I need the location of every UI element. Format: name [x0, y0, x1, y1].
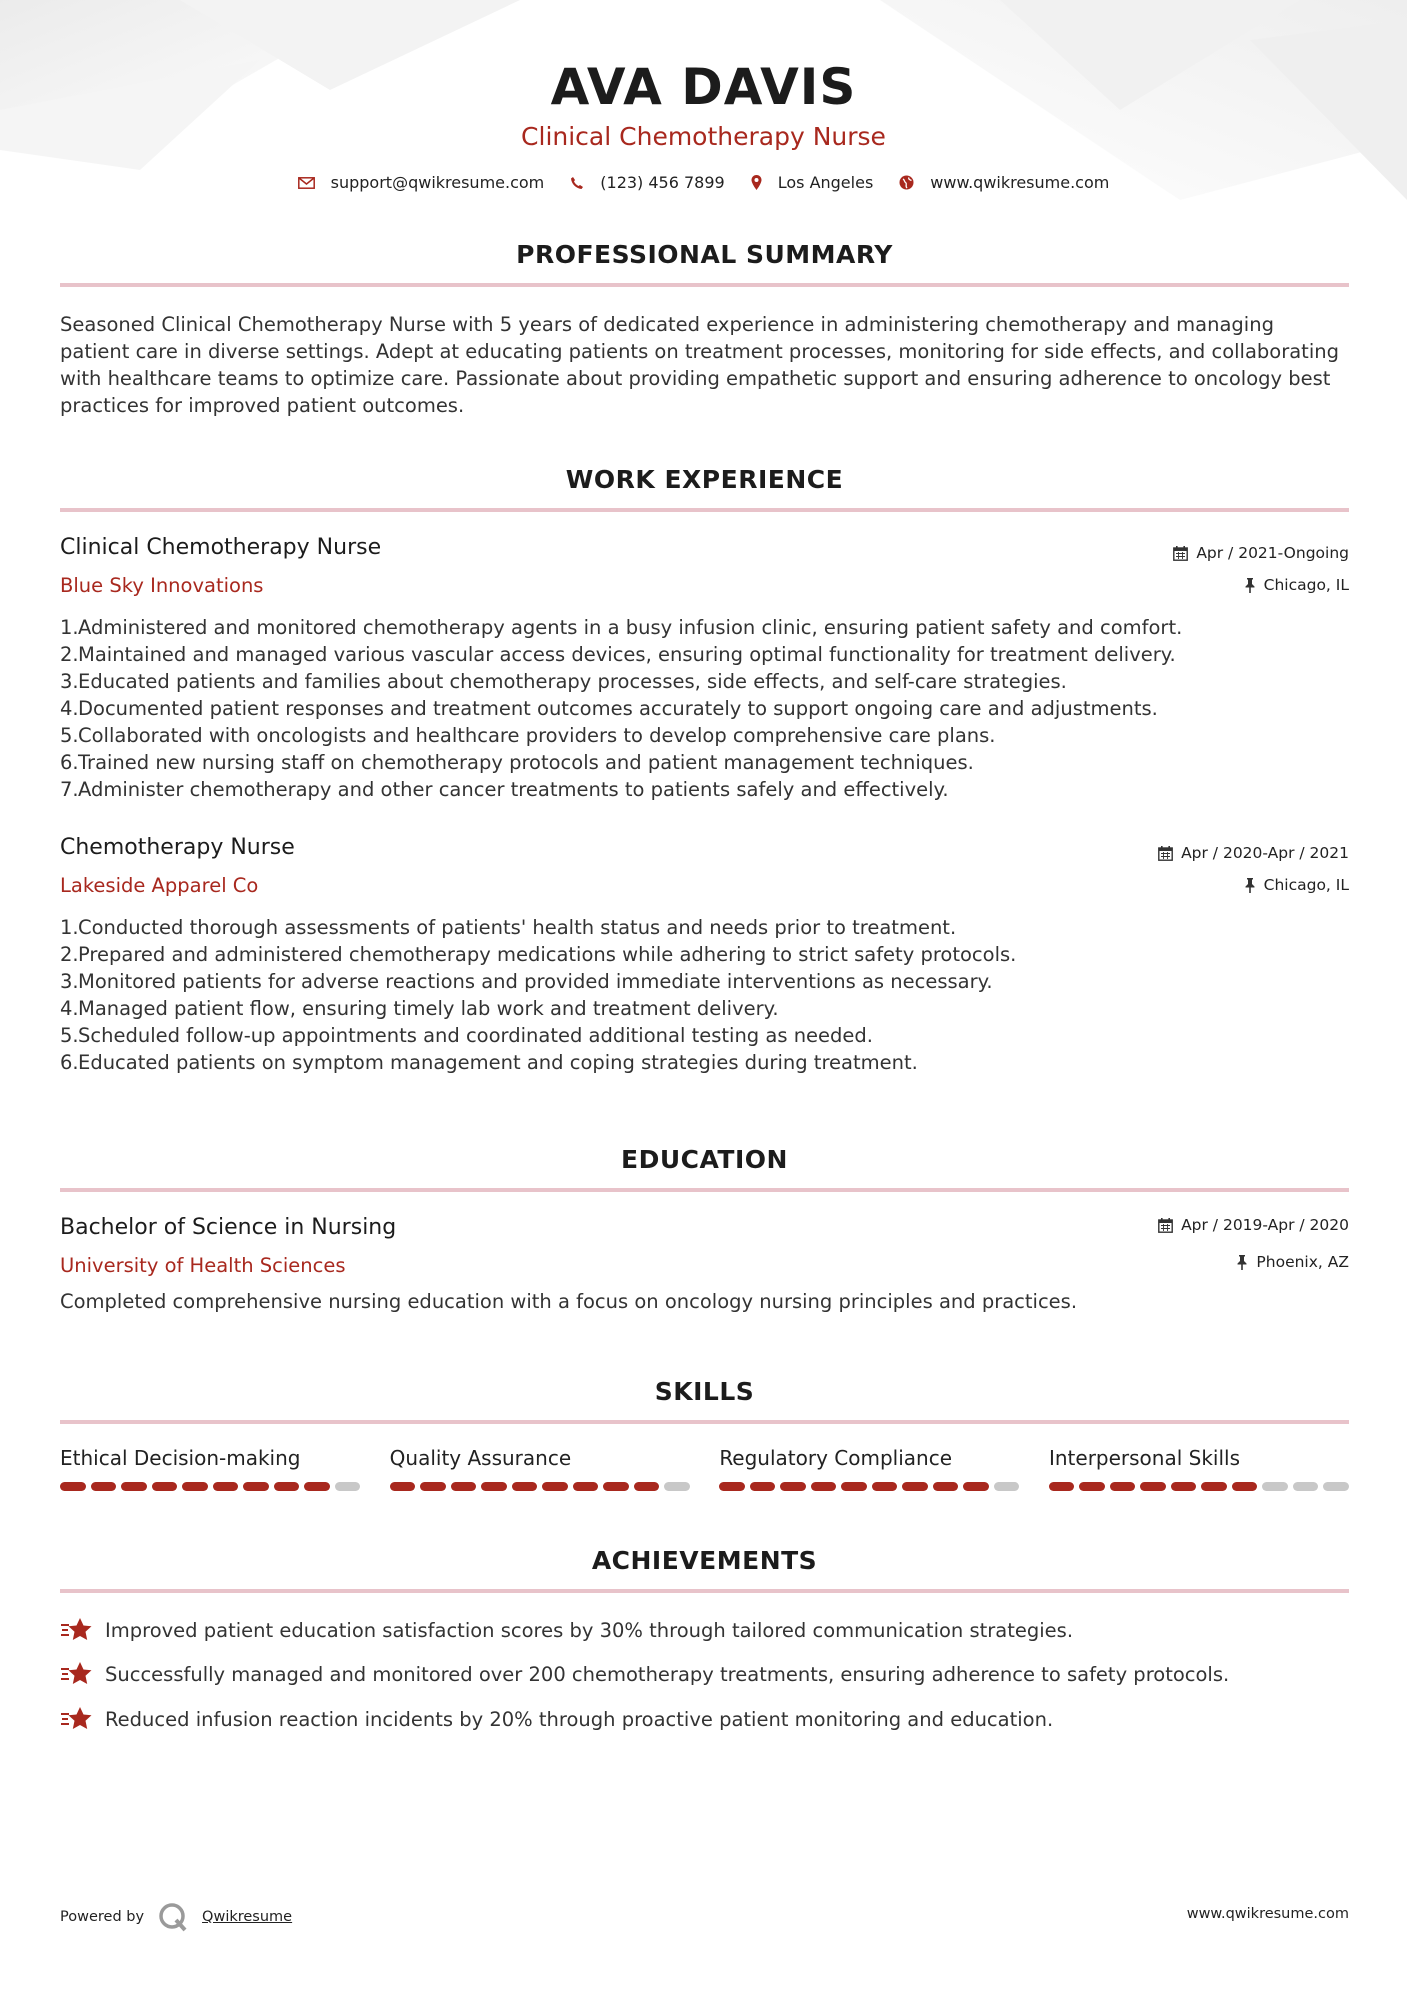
- skill-segment-empty: [335, 1482, 361, 1491]
- skill-item: [60, 1446, 360, 1491]
- list-item: 1. Conducted thorough assessments of patients' health status and needs prior to treatment.: [60, 916, 957, 939]
- powered-by-label: Powered by: [60, 1909, 145, 1925]
- skill-segment-filled: [933, 1482, 959, 1491]
- skill-name: Interpersonal Skills: [1048, 1446, 1241, 1470]
- skill-name: Ethical Decision-making: [60, 1446, 301, 1470]
- job-company: Lakeside Apparel Co: [60, 874, 259, 897]
- candidate-title: Clinical Chemotherapy Nurse: [521, 122, 886, 151]
- education-school: University of Health Sciences: [60, 1254, 346, 1277]
- calendar-icon: [1173, 546, 1188, 561]
- job-date: [1173, 544, 1349, 562]
- job-location: [1244, 576, 1349, 594]
- summary-divider: [60, 283, 1349, 287]
- skill-segment-filled: [512, 1482, 538, 1491]
- experience-divider: [60, 508, 1349, 512]
- skills-divider: [60, 1420, 1349, 1424]
- skill-segment-filled: [1171, 1482, 1197, 1491]
- skill-item: [390, 1446, 690, 1491]
- achievement-item: [60, 1661, 1349, 1687]
- skill-item: [1049, 1446, 1349, 1491]
- job-date-text: Apr / 2020-Apr / 2021: [1181, 844, 1349, 862]
- contact-phone-text: (123) 456 7899: [600, 173, 725, 192]
- skill-segment-filled: [872, 1482, 898, 1491]
- skills-list: [60, 1446, 1349, 1491]
- job-bullets: [60, 614, 1349, 803]
- phone-icon: [570, 176, 584, 190]
- skill-segment-empty: [664, 1482, 690, 1491]
- skill-level-bar: [1049, 1482, 1349, 1491]
- skill-segment-filled: [274, 1482, 300, 1491]
- contact-location-text: Los Angeles: [777, 173, 874, 192]
- skill-segment-filled: [634, 1482, 660, 1491]
- list-item: 1. Administered and monitored chemotherapy agents in a busy infusion clinic, ensuring patient safety and comfort.: [60, 616, 1183, 639]
- skill-segment-filled: [603, 1482, 629, 1491]
- skill-segment-filled: [780, 1482, 806, 1491]
- job-date: [1158, 844, 1349, 862]
- envelope-icon: [298, 177, 315, 189]
- skill-segment-filled: [1110, 1482, 1136, 1491]
- star-icon: [60, 1661, 93, 1687]
- job-title: Clinical Chemotherapy Nurse: [60, 535, 382, 560]
- contact-bar: [0, 173, 1407, 192]
- globe-icon: [899, 175, 914, 190]
- job-date-text: Apr / 2021-Ongoing: [1196, 544, 1349, 562]
- list-item: 3. Monitored patients for adverse reactions and provided immediate interventions as necessary.: [60, 970, 993, 993]
- list-item: 2. Maintained and managed various vascular access devices, ensuring optimal functionality for treatment delivery.: [60, 643, 1176, 666]
- list-item: 2. Prepared and administered chemotherapy medications while adhering to strict safety protocols.: [60, 943, 1017, 966]
- education-date: [1158, 1216, 1349, 1234]
- job-company: Blue Sky Innovations: [60, 574, 264, 597]
- contact-email-text: support@qwikresume.com: [330, 173, 545, 192]
- achievement-item: [60, 1617, 1349, 1643]
- experience-heading: WORK EXPERIENCE: [565, 465, 844, 494]
- star-icon: [60, 1617, 93, 1643]
- skill-segment-filled: [1079, 1482, 1105, 1491]
- skill-segment-filled: [182, 1482, 208, 1491]
- list-item: 3. Educated patients and families about chemotherapy processes, side effects, and self-care strategies.: [60, 670, 1067, 693]
- skill-segment-filled: [420, 1482, 446, 1491]
- skill-name: Quality Assurance: [389, 1446, 572, 1470]
- candidate-name: AVA DAVIS: [550, 58, 857, 116]
- education-description: Completed comprehensive nursing education with a focus on oncology nursing principles and practices.: [60, 1290, 1078, 1313]
- education-divider: [60, 1188, 1349, 1192]
- skill-segment-empty: [994, 1482, 1020, 1491]
- footer-powered-by: [60, 1902, 292, 1932]
- skill-segment-filled: [451, 1482, 477, 1491]
- skill-segment-empty: [1262, 1482, 1288, 1491]
- skill-segment-filled: [390, 1482, 416, 1491]
- skill-segment-filled: [213, 1482, 239, 1491]
- skill-level-bar: [60, 1482, 360, 1491]
- education-location-text: Phoenix, AZ: [1256, 1253, 1349, 1271]
- skill-segment-empty: [1293, 1482, 1319, 1491]
- skill-segment-filled: [1140, 1482, 1166, 1491]
- contact-location: [751, 173, 874, 192]
- skill-segment-filled: [152, 1482, 178, 1491]
- skills-heading: SKILLS: [654, 1377, 755, 1406]
- qwikresume-logo-icon: [158, 1902, 188, 1932]
- qwikresume-link[interactable]: Qwikresume: [202, 1909, 293, 1925]
- achievement-text: Successfully managed and monitored over 200 chemotherapy treatments, ensuring adherence to safety protocols.: [105, 1662, 1230, 1686]
- list-item: 7. Administer chemotherapy and other cancer treatments to patients safely and effectively.: [60, 778, 949, 801]
- contact-website[interactable]: [899, 173, 1109, 192]
- skill-segment-filled: [1232, 1482, 1258, 1491]
- summary-heading: PROFESSIONAL SUMMARY: [516, 240, 893, 269]
- achievements-divider: [60, 1589, 1349, 1593]
- contact-website-text: www.qwikresume.com: [930, 173, 1110, 192]
- summary-text: Seasoned Clinical Chemotherapy Nurse with 5 years of dedicated experience in administering chemotherapy and managing patient care in diverse settings. Adept at educating patients on treatment processes, monitoring for side effects, and collaborating with healthcare teams to optimize care. Passionate about providing empathetic support and ensuring adherence to oncology best practices for improved patient outcomes.: [60, 313, 1339, 417]
- skill-segment-filled: [750, 1482, 776, 1491]
- skill-segment-filled: [573, 1482, 599, 1491]
- pin-icon: [1244, 578, 1256, 593]
- map-marker-icon: [751, 175, 762, 190]
- education-degree: Bachelor of Science in Nursing: [60, 1215, 397, 1240]
- skill-segment-filled: [542, 1482, 568, 1491]
- skill-segment-filled: [841, 1482, 867, 1491]
- list-item: 5. Scheduled follow-up appointments and coordinated additional testing as needed.: [60, 1024, 873, 1047]
- list-item: 6. Educated patients on symptom management and coping strategies during treatment.: [60, 1051, 918, 1074]
- skill-item: [719, 1446, 1019, 1491]
- job-location: [1244, 876, 1349, 894]
- skill-level-bar: [719, 1482, 1019, 1491]
- list-item: 5. Collaborated with oncologists and healthcare providers to develop comprehensive care plans.: [60, 724, 996, 747]
- job-location-text: Chicago, IL: [1263, 876, 1349, 894]
- achievements-heading: ACHIEVEMENTS: [591, 1546, 818, 1575]
- skill-segment-filled: [963, 1482, 989, 1491]
- skill-segment-filled: [902, 1482, 928, 1491]
- contact-phone[interactable]: [570, 173, 724, 192]
- education-heading: EDUCATION: [621, 1145, 788, 1174]
- achievement-text: Improved patient education satisfaction scores by 30% through tailored communication strategies.: [105, 1618, 1074, 1642]
- job-location-text: Chicago, IL: [1263, 576, 1349, 594]
- list-item: 4. Managed patient flow, ensuring timely lab work and treatment delivery.: [60, 997, 779, 1020]
- job-title: Chemotherapy Nurse: [60, 835, 295, 860]
- calendar-icon: [1158, 1218, 1173, 1233]
- skill-segment-filled: [243, 1482, 269, 1491]
- list-item: 4. Documented patient responses and treatment outcomes accurately to support ongoing care and adjustments.: [60, 697, 1158, 720]
- achievement-text: Reduced infusion reaction incidents by 20% through proactive patient monitoring and education.: [105, 1707, 1054, 1731]
- resume-header: [0, 58, 1407, 151]
- skill-segment-filled: [60, 1482, 86, 1491]
- skill-segment-filled: [304, 1482, 330, 1491]
- skill-level-bar: [390, 1482, 690, 1491]
- skill-segment-filled: [91, 1482, 117, 1491]
- skill-segment-filled: [1201, 1482, 1227, 1491]
- skill-segment-filled: [121, 1482, 147, 1491]
- pin-icon: [1244, 878, 1256, 893]
- skill-segment-filled: [811, 1482, 837, 1491]
- footer-website[interactable]: www.qwikresume.com: [1186, 1906, 1349, 1922]
- calendar-icon: [1158, 846, 1173, 861]
- achievement-item: [60, 1706, 1349, 1732]
- star-icon: [60, 1706, 93, 1732]
- education-location: [1236, 1253, 1349, 1271]
- contact-email[interactable]: [298, 173, 545, 192]
- pin-icon: [1236, 1255, 1248, 1270]
- skill-segment-filled: [719, 1482, 745, 1491]
- skill-segment-filled: [1049, 1482, 1075, 1491]
- skill-name: Regulatory Compliance: [719, 1446, 953, 1470]
- job-bullets: [60, 914, 1349, 1076]
- skill-segment-empty: [1323, 1482, 1349, 1491]
- skill-segment-filled: [481, 1482, 507, 1491]
- list-item: 6. Trained new nursing staff on chemotherapy protocols and patient management techniques.: [60, 751, 974, 774]
- education-date-text: Apr / 2019-Apr / 2020: [1181, 1216, 1349, 1234]
